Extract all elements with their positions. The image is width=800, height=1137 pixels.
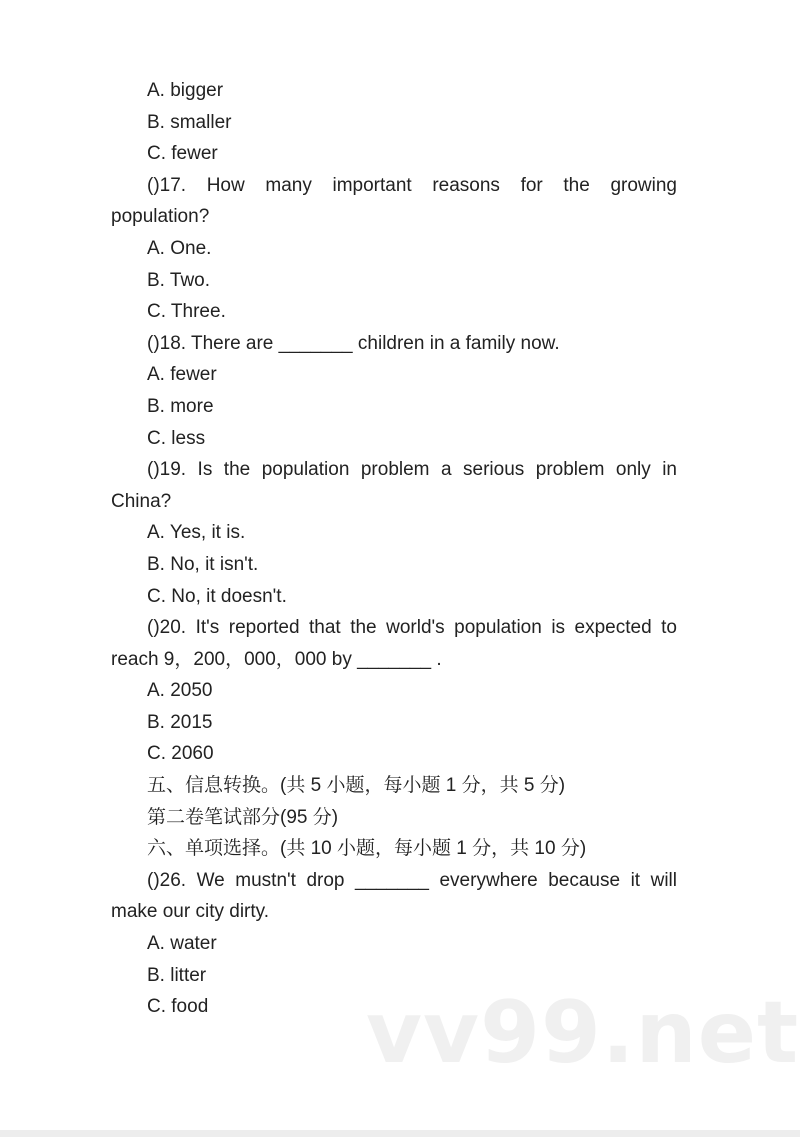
option-a-water: A. water <box>147 933 217 955</box>
section-5-heading: 五、信息转换。(共 5 小题，每小题 1 分，共 5 分) <box>147 775 566 797</box>
option-a-yes: A. Yes, it is. <box>147 522 246 544</box>
option-a-2050: A. 2050 <box>147 680 213 702</box>
page-bottom-edge <box>0 1130 800 1137</box>
question-26-line-2: make our city dirty. <box>111 901 270 923</box>
option-b-more: B. more <box>147 395 214 417</box>
question-26 <box>111 865 677 928</box>
option-c-2060: C. 2060 <box>147 743 214 765</box>
option-c-less: C. less <box>147 427 206 449</box>
option-c-no-doesnt: C. No, it doesn't. <box>147 585 287 607</box>
section-6-heading: 六、单项选择。(共 10 小题，每小题 1 分，共 10 分) <box>147 838 587 860</box>
question-19-line-2: China? <box>111 490 172 512</box>
option-b-2015: B. 2015 <box>147 711 213 733</box>
option-b-litter: B. litter <box>147 964 207 986</box>
option-b-smaller: B. smaller <box>147 111 232 133</box>
question-20-line-1: ()20. It's reported that the world's population is expected to <box>147 617 677 639</box>
question-17 <box>111 170 677 233</box>
option-a-bigger: A. bigger <box>147 80 224 101</box>
option-b-two: B. Two. <box>147 269 211 291</box>
option-a-one: A. One. <box>147 237 212 259</box>
question-17-line-1: ()17. How many important reasons for the growing <box>147 174 677 196</box>
question-17-line-2: population? <box>111 206 210 228</box>
option-b-no-isnt: B. No, it isn't. <box>147 553 259 575</box>
question-20 <box>111 612 677 675</box>
volume-2-heading: 第二卷笔试部分(95 分) <box>147 806 339 828</box>
question-20-line-2: reach 9，200，000，000 by _______ . <box>111 648 442 670</box>
exam-content <box>111 75 677 1023</box>
question-19 <box>111 454 677 517</box>
question-26-line-1: ()26. We mustn't drop _______ everywhere because it will <box>147 869 677 891</box>
option-a-fewer: A. fewer <box>147 364 217 386</box>
option-c-three: C. Three. <box>147 301 226 323</box>
question-19-line-1: ()19. Is the population problem a serious problem only in <box>147 459 677 481</box>
option-c-food: C. food <box>147 996 209 1018</box>
question-18: ()18. There are _______ children in a family now. <box>147 332 560 354</box>
option-c-fewer: C. fewer <box>147 143 218 165</box>
watermark: vv99.net <box>366 983 800 1083</box>
